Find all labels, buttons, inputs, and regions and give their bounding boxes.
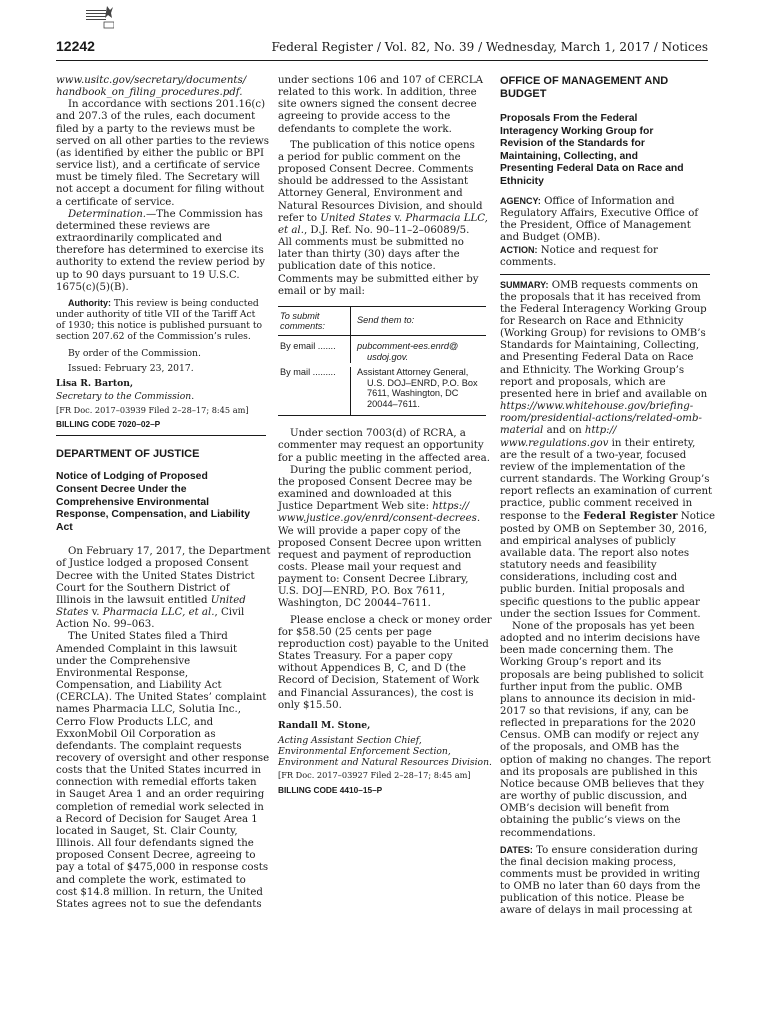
text-fragment: v. bbox=[391, 212, 406, 224]
rules-paragraph bbox=[56, 99, 269, 208]
text-line: request and payment of reproduction bbox=[278, 549, 472, 561]
text-line: related to this work. In addition, three bbox=[278, 87, 477, 99]
text-line: On February 17, 2017, the Department bbox=[68, 546, 271, 558]
title-line: Ethnicity bbox=[500, 175, 544, 187]
agency-label: AGENCY: bbox=[500, 195, 541, 206]
text-line: cost $14.8 million. In return, the United bbox=[56, 886, 263, 898]
text-line: proposed Consent Decree, agreeing to bbox=[56, 850, 256, 862]
text-line: During the public comment period, bbox=[290, 464, 472, 476]
text-line: U.S. DOJ—ENRD, P.O. Box 7611, bbox=[278, 586, 446, 598]
text-line: publication date of this notice. bbox=[278, 261, 436, 273]
text-line: (as identified by either the public or BPI bbox=[56, 147, 265, 159]
gpo-authentication-seal-icon bbox=[86, 4, 114, 30]
text-line: —The Commission has bbox=[146, 208, 263, 220]
dot-leader: ......... bbox=[310, 366, 336, 377]
text-line: a certificate of service. bbox=[56, 196, 175, 208]
case-name: United States bbox=[320, 212, 392, 224]
text-line: email or by mail: bbox=[278, 285, 365, 297]
address-line: Assistant Attorney General, bbox=[357, 366, 469, 377]
text-fragment: response to the bbox=[500, 511, 584, 523]
text-line: the Federal Interagency Working Group bbox=[500, 303, 707, 315]
text-line: authority to extend the review period by bbox=[56, 257, 265, 269]
authority-note bbox=[56, 298, 266, 342]
mail-address-cell bbox=[351, 367, 486, 416]
text-line: should be addressed to the Assistant bbox=[278, 176, 469, 188]
text-line: 2017 so that revisions, if any, can be bbox=[500, 705, 689, 717]
text-line: and empirical analyses of publicly bbox=[500, 535, 676, 547]
text-line: Decree with the United States District bbox=[56, 570, 255, 582]
email-link[interactable]: pubcomment-ees.enrd@ bbox=[357, 340, 459, 351]
summary-section bbox=[500, 279, 715, 621]
text-line: proposed Consent Decree upon written bbox=[278, 537, 482, 549]
text-line: under authority of title VII of the Tariff Act bbox=[56, 308, 256, 320]
text-line: option of making no changes. The report bbox=[500, 754, 711, 766]
text-line: and Budget (OMB). bbox=[500, 232, 601, 244]
action-label: ACTION: bbox=[500, 245, 538, 256]
website-link[interactable]: https:// bbox=[432, 501, 470, 513]
agency-section bbox=[500, 195, 710, 245]
signer-title: Acting Assistant Section Chief, bbox=[278, 734, 422, 746]
text-line: under sections 106 and 107 of CERCLA bbox=[278, 75, 483, 86]
case-name: et al. bbox=[278, 224, 304, 236]
text-line: reflected in preparations for the 2020 bbox=[500, 718, 696, 730]
text-line: The United States filed a Third bbox=[68, 631, 228, 643]
filing-url-line-1[interactable]: www.usitc.gov/secretary/documents/ bbox=[56, 75, 247, 86]
text-line: report reflects an examination of current bbox=[500, 486, 713, 498]
email-address-cell[interactable] bbox=[351, 336, 486, 363]
text-line: review of the implementation of the bbox=[500, 461, 686, 473]
title-line: Revision of the Standards for bbox=[500, 138, 645, 150]
text-line: served on all other parties to the reviews bbox=[56, 135, 269, 147]
text-fragment: and on bbox=[543, 425, 585, 437]
address-line: U.S. DOJ–ENRD, P.O. Box bbox=[367, 377, 478, 388]
signer-title: Secretary to the Commission. bbox=[56, 391, 195, 403]
text-line: and Financial Assurances), the cost is bbox=[278, 687, 474, 699]
text-line: the proposed Consent Decree may be bbox=[278, 476, 473, 488]
comment-submission-table bbox=[278, 306, 486, 416]
text-line: proposed Consent Decree. Comments bbox=[278, 164, 474, 176]
title-line: Notice of Lodging of Proposed bbox=[56, 471, 208, 483]
table-cell bbox=[278, 336, 351, 363]
text-line: Amended Complaint in this lawsuit bbox=[56, 643, 238, 655]
method-label: By email bbox=[280, 340, 316, 351]
text-line: All comments must be submitted no bbox=[278, 237, 464, 249]
text-line: statutory needs and feasibility bbox=[500, 560, 657, 572]
email-link[interactable]: usdoj.gov. bbox=[367, 351, 409, 362]
determination-paragraph bbox=[56, 209, 266, 294]
whitehouse-link[interactable]: room/presidential-actions/related-omb- bbox=[500, 413, 702, 425]
text-line: publication of this notice. Please be bbox=[500, 893, 685, 905]
text-line: States agrees not to sue the defendants bbox=[56, 898, 262, 910]
text-line: Environmental Response, bbox=[56, 667, 189, 679]
text-line: defendants to complete the work. bbox=[278, 123, 452, 135]
text-line: of Justice lodged a proposed Consent bbox=[56, 558, 249, 570]
page-header bbox=[56, 40, 708, 61]
text-line: under the section Issues for Comment. bbox=[500, 608, 701, 620]
rcra-paragraph bbox=[278, 428, 488, 464]
text-line: Office of Information and bbox=[540, 195, 675, 207]
text-line: Illinois. All four defendants signed the bbox=[56, 838, 254, 850]
website-link[interactable]: www.justice.gov/enrd/consent-decrees. bbox=[278, 513, 481, 525]
text-line: without Appendices B, C, and D (the bbox=[278, 663, 466, 675]
text-line: Census. OMB can modify or reject any bbox=[500, 730, 700, 742]
text-line: for $58.50 (25 cents per page bbox=[278, 626, 432, 638]
title-line: Comprehensive Environmental bbox=[56, 496, 210, 508]
text-fragment: in their entirety, bbox=[608, 437, 696, 449]
text-line: and Presenting Federal Data on Race bbox=[500, 352, 694, 364]
text-line: are worthy of public discussion, and bbox=[500, 791, 688, 803]
text-line: pay a total of $475,000 in response costs bbox=[56, 862, 269, 874]
whitehouse-link[interactable]: https://www.whitehouse.gov/briefing- bbox=[500, 401, 694, 413]
text-line: a period for public comment on the bbox=[278, 151, 461, 163]
text-fragment: refer to bbox=[278, 212, 321, 224]
text-line: OMB requests comments on bbox=[548, 279, 699, 291]
action-section bbox=[500, 244, 710, 269]
text-line: available data. The report also notes bbox=[500, 547, 690, 559]
text-line: are the result of a two-year, focused bbox=[500, 449, 687, 461]
dot-leader: ....... bbox=[315, 340, 336, 351]
text-line: and 207.3 of the rules, each document bbox=[56, 111, 256, 123]
proposals-status-paragraph bbox=[500, 621, 710, 840]
text-line: examined and downloaded at this bbox=[278, 489, 452, 501]
fr-doc-line: [FR Doc. 2017–03927 Filed 2–28–17; 8:45 am] bbox=[278, 770, 471, 781]
text-line: proposals are being published to solicit bbox=[500, 669, 704, 681]
text-line: public burden. Initial proposals and bbox=[500, 584, 685, 596]
address-line: 20044–7611. bbox=[367, 399, 420, 410]
text-line: costs. Please mail your request and bbox=[278, 561, 462, 573]
text-line: completion of remedial work selected in bbox=[56, 801, 264, 813]
text-line: (CERCLA). The United States’ complaint bbox=[56, 692, 267, 704]
text-line: presented here in brief and available on bbox=[500, 388, 708, 400]
text-line: plans to announce its decision in mid- bbox=[500, 693, 696, 705]
title-line: Consent Decree Under the bbox=[56, 483, 187, 495]
billing-code: BILLING CODE 7020–02–P bbox=[56, 418, 161, 429]
text-line: Working Group’s report and its bbox=[500, 657, 662, 669]
cercla-continuation-paragraph bbox=[278, 75, 488, 136]
text-line: In accordance with sections 201.16(c) bbox=[68, 99, 266, 111]
text-line: report and proposals, which are bbox=[500, 376, 666, 388]
text-line: obtaining the public’s views on the bbox=[500, 815, 681, 827]
complaint-paragraph bbox=[56, 631, 270, 911]
text-line: extraordinarily complicated and bbox=[56, 233, 222, 245]
text-line: and its proposals are published in this bbox=[500, 766, 698, 778]
text-line: for a public meeting in the affected area. bbox=[278, 452, 490, 464]
text-fragment: , Civil bbox=[214, 607, 245, 619]
signer-title: Environmental Enforcement Section, bbox=[278, 746, 451, 758]
text-line: practice, public comment received in bbox=[500, 498, 693, 510]
text-line: filed by a party to the reviews must be bbox=[56, 123, 256, 135]
reference-number: , D.J. Ref. No. 90–11–2–06089/5. bbox=[303, 224, 470, 236]
text-line: considerations, including cost and bbox=[500, 572, 678, 584]
case-name: Pharmacia LLC, bbox=[405, 212, 488, 224]
text-line: Please enclose a check or money order bbox=[290, 614, 492, 626]
federal-register-reference: Federal Register bbox=[583, 510, 678, 523]
table-row bbox=[278, 363, 486, 416]
text-line: a Record of Decision for Sauget Area 1 bbox=[56, 813, 258, 825]
title-line: Maintaining, Collecting, and bbox=[500, 150, 638, 162]
text-line: up to 90 days pursuant to 19 U.S.C. bbox=[56, 269, 240, 281]
text-line: comments must be provided in writing bbox=[500, 869, 701, 880]
fr-doc-line: [FR Doc. 2017–03939 Filed 2–28–17; 8:45 am] bbox=[56, 404, 249, 415]
text-line: Washington, DC 20044–7611. bbox=[278, 598, 431, 610]
text-line: therefore has determined to exercise its bbox=[56, 245, 264, 257]
order-line: By order of the Commission. bbox=[68, 348, 201, 360]
text-line: OMB’s decision will benefit from bbox=[500, 803, 670, 815]
text-line: the President, Office of Management bbox=[500, 219, 691, 231]
text-line: and complete the work, estimated to bbox=[56, 874, 246, 886]
agency-heading: OFFICE OF MANAGEMENT AND bbox=[500, 75, 669, 87]
filing-url-line-2[interactable]: handbook_on_filing_procedures.pdf. bbox=[56, 87, 243, 99]
text-line: Under section 7003(d) of RCRA, a bbox=[290, 428, 466, 440]
text-line: under the Comprehensive bbox=[56, 655, 191, 667]
text-line: of 1930; this notice is published pursuant to bbox=[56, 320, 263, 331]
text-line: agreeing to provide access to the bbox=[278, 111, 451, 123]
text-line: Notice and request for bbox=[537, 245, 658, 257]
column-3 bbox=[500, 75, 715, 918]
title-line: Interagency Working Group for bbox=[500, 125, 654, 137]
text-line: None of the proposals has yet been bbox=[512, 620, 695, 632]
text-line: (Working Group) for revisions to OMB’s bbox=[500, 328, 706, 340]
text-line: Record of Decision, Statement of Work bbox=[278, 675, 480, 687]
authority-label: Authority: bbox=[68, 297, 111, 308]
title-line: Proposals From the Federal bbox=[500, 113, 638, 124]
text-line: Cerro Flow Products LLC, and bbox=[56, 716, 214, 728]
case-name: States bbox=[56, 607, 89, 619]
text-line: Comments may be submitted either by bbox=[278, 273, 479, 285]
text-line: Court for the Southern District of bbox=[56, 582, 230, 594]
lodging-paragraph bbox=[56, 546, 271, 631]
text-line: posted by OMB on September 30, 2016, bbox=[500, 523, 708, 535]
text-line: later than thirty (30) days after the bbox=[278, 249, 460, 261]
address-line: 7611, Washington, DC bbox=[367, 388, 459, 399]
running-header: Federal Register / Vol. 82, No. 39 / Wednesday, March 1, 2017 / Notices bbox=[271, 40, 708, 54]
determination-label: Determination. bbox=[68, 208, 147, 220]
text-line: in Sauget Area 1 and an order requiring bbox=[56, 789, 265, 801]
whitehouse-link[interactable]: material bbox=[500, 425, 544, 437]
text-line: service list), and a certificate of service bbox=[56, 160, 261, 172]
summary-label: SUMMARY: bbox=[500, 279, 549, 290]
comment-period-paragraph bbox=[278, 465, 488, 611]
title-line: Response, Compensation, and Liability bbox=[56, 509, 250, 521]
text-line: Justice Department Web site: bbox=[278, 501, 433, 513]
signer-title: Environment and Natural Resources Division. bbox=[278, 757, 492, 769]
table-header-cell bbox=[278, 307, 351, 335]
billing-code: BILLING CODE 4410–15–P bbox=[278, 784, 383, 795]
text-line: To ensure consideration during bbox=[532, 844, 698, 856]
text-line: and Ethnicity. The Working Group’s bbox=[500, 364, 685, 376]
text-line: reproduction cost) payable to the United bbox=[278, 638, 489, 650]
text-fragment: Notice bbox=[677, 511, 715, 523]
text-line: We will provide a paper copy of the bbox=[278, 525, 461, 537]
payment-paragraph bbox=[278, 614, 492, 712]
text-line: names Pharmacia LLC, Solutia Inc., bbox=[56, 704, 241, 716]
page-number: 12242 bbox=[56, 38, 95, 54]
signer-name: Randall M. Stone, bbox=[278, 719, 371, 731]
text-line: comments. bbox=[500, 257, 557, 269]
text-line: the final decision making process, bbox=[500, 856, 677, 868]
text-line: determined these reviews are bbox=[56, 220, 211, 232]
text-line: recovery of oversight and other response bbox=[56, 752, 270, 764]
text-line: specific questions to the public appear bbox=[500, 596, 700, 608]
text-line: adopted and no interim decisions have bbox=[500, 633, 701, 645]
text-line: been made concerning them. The bbox=[500, 645, 674, 657]
regulations-link[interactable]: http:// bbox=[584, 425, 617, 437]
regulations-link[interactable]: www.regulations.gov bbox=[500, 437, 609, 449]
column-1 bbox=[56, 75, 271, 911]
text-line: connection with remedial efforts taken bbox=[56, 777, 257, 789]
text-line: only $15.50. bbox=[278, 699, 342, 711]
text-line: section 207.62 of the Commission’s rules. bbox=[56, 331, 251, 343]
text-line: The publication of this notice opens bbox=[290, 139, 475, 151]
text-line: further input from the public. OMB bbox=[500, 681, 683, 693]
text-line: Attorney General, Environment and bbox=[278, 188, 463, 200]
table-header-row bbox=[278, 307, 486, 336]
text-line: located in Sauget, St. Clair County, bbox=[56, 825, 238, 837]
title-line: Act bbox=[56, 521, 73, 533]
text-line: commenter may request an opportunity bbox=[278, 440, 484, 452]
text-line: must be timely filed. The Secretary will bbox=[56, 172, 260, 184]
text-line: Illinois in the lawsuit entitled bbox=[56, 594, 211, 606]
agency-heading: BUDGET bbox=[500, 88, 547, 100]
table-cell bbox=[278, 367, 351, 416]
text-line: Regulatory Affairs, Executive Office of bbox=[500, 207, 699, 219]
title-line: Presenting Federal Data on Race and bbox=[500, 163, 684, 175]
text-line: aware of delays in mail processing at bbox=[500, 905, 693, 917]
text-line: States Treasury. For a paper copy bbox=[278, 651, 453, 663]
table-header-cell: Send them to: bbox=[357, 314, 415, 325]
text-line: Standards for Maintaining, Collecting, bbox=[500, 340, 700, 352]
text-line: payment to: Consent Decree Library, bbox=[278, 574, 469, 586]
agency-heading: DEPARTMENT OF JUSTICE bbox=[56, 448, 200, 461]
text-line: not accept a document for filing without bbox=[56, 184, 265, 196]
text-line: Natural Resources Division, and should bbox=[278, 200, 483, 212]
text-line: Action No. 99–063. bbox=[56, 619, 155, 631]
table-row bbox=[278, 336, 486, 363]
text-line: of the proposals, and OMB has the bbox=[500, 742, 680, 754]
case-name: United bbox=[210, 594, 246, 606]
publication-paragraph bbox=[278, 140, 488, 298]
text-fragment: v. bbox=[88, 607, 103, 619]
header-line: To submit bbox=[280, 310, 320, 321]
text-line: to OMB no later than 60 days from the bbox=[500, 881, 701, 893]
dates-section bbox=[500, 844, 710, 918]
text-line: This review is being conducted bbox=[111, 297, 259, 309]
text-line: defendants. The complaint requests bbox=[56, 740, 242, 752]
text-line: costs that the United States incurred in bbox=[56, 765, 262, 777]
text-line: the proposals that it has received from bbox=[500, 291, 701, 303]
signer-name: Lisa R. Barton, bbox=[56, 378, 134, 390]
notice-title bbox=[500, 113, 710, 189]
text-line: for Research on Race and Ethnicity bbox=[500, 315, 684, 327]
method-label: By mail bbox=[280, 366, 311, 377]
text-line: Notice because OMB believes that they bbox=[500, 778, 705, 790]
header-line: comments: bbox=[280, 321, 325, 332]
text-line: 1675(c)(5)(B). bbox=[56, 281, 129, 293]
issued-date: Issued: February 23, 2017. bbox=[68, 363, 194, 375]
text-line: Compensation, and Liability Act bbox=[56, 680, 222, 692]
column-2 bbox=[278, 75, 492, 795]
text-line: site owners signed the consent decree bbox=[278, 99, 477, 111]
text-line: recommendations. bbox=[500, 827, 596, 839]
case-name: Pharmacia LLC, et al. bbox=[102, 607, 215, 619]
text-line: current standards. The Working Group’s bbox=[500, 474, 710, 485]
text-line: ExxonMobil Oil Corporation as bbox=[56, 728, 216, 740]
dates-label: DATES: bbox=[500, 844, 533, 855]
notice-title bbox=[56, 471, 266, 534]
